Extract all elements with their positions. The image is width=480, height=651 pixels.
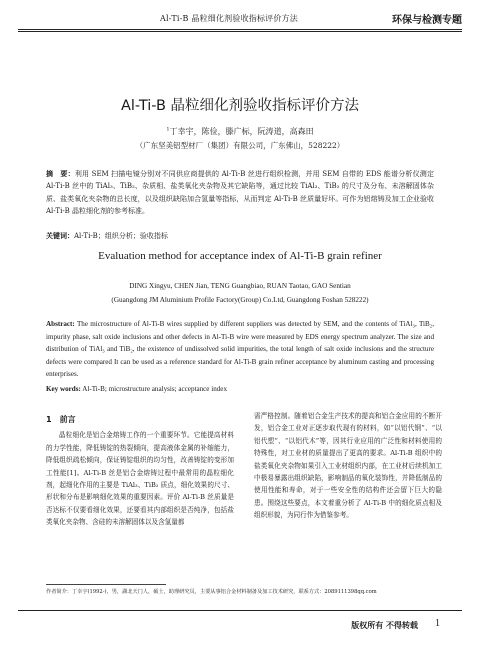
chinese-title: Al-Ti-B 晶粒细化剂验收指标评价方法 — [120, 98, 360, 114]
author-footnote: 作者简介：丁幸宇(1992-)，男，湖北天门人，硕士，助理研究员，主要从事铝合金材料制备及加工技术研究，联系方式：2089111398qq.com — [46, 589, 377, 595]
english-authors: DING Xingyu, CHEN Jian, TENG Guangbiao, RUAN Taotao, GAO Sentian — [129, 282, 351, 290]
english-affiliation: (Guangdong JM Aluminium Profile Factory(Group) Co.Ltd, Guangdong Foshan 528222) — [111, 296, 369, 304]
chinese-author-list: 丁幸宇，陈俭，滕广标，阮涛道，高森田 — [169, 127, 314, 136]
chinese-keywords-text: Al-Ti-B；组织分析；验收指标 — [74, 232, 168, 240]
page-number: 1 — [435, 618, 440, 629]
english-abstract-text: The microstructure of Al-Ti-B wires supplied by different suppliers was detected by SEM, and the contents of TiAl₃, TiB₂, impurity phase, salt oxide inclusions and other defects in Al-Ti-B wire were measured by EDS energy spectrum analyzer. The size and distribution of TiAl₃ and TiB₂, the existence of undissolved solid impurities, the total length of salt oxide inclusions and the structure defects were compared It can be used as a reference standard for Al-Ti-B grain refiner acceptance by aluminum casting and processing enterprises. — [46, 320, 434, 379]
chinese-affiliation: （广东坚美铝型材厂（集团）有限公司，广东佛山，528222） — [135, 141, 345, 150]
chinese-abstract-label: 摘 要： — [46, 170, 75, 178]
header-rule-thin — [18, 31, 462, 32]
chinese-abstract-text: 利用 SEM 扫描电镜分别对不同供应商提供的 Al-Ti-B 丝进行组织检测，并用 SEM 自带的 EDS 能谱分析仪测定 Al-Ti-B 丝中的 TiAl₃、TiB₂、杂质相、盐类氧化夹杂物及其它缺陷等，通过比较 TiAl₃、TiB₂ 的尺寸及分布、未溶解固体杂质、盐类氧化夹杂物的总长度，以及组织缺陷加合氢量等指标，从而判定 Al-Ti-B 丝质量好坏。可作为铝熔铸及加工企业验收 Al-Ti-B 晶粒细化剂的参考标准。 — [46, 170, 434, 216]
section-heading: 1 前言 — [46, 415, 76, 424]
chinese-keywords — [46, 231, 434, 241]
header-rule — [18, 29, 462, 30]
english-title: Evaluation method for acceptance index of Al-Ti-B grain refiner — [98, 250, 382, 262]
english-abstract-label: Abstract: — [46, 320, 75, 328]
chinese-authors — [0, 126, 480, 137]
footer-rule — [18, 610, 462, 611]
page-header — [18, 0, 462, 33]
affiliation-mark: 1 — [166, 126, 170, 133]
running-title: Al-Ti-B 晶粒细化剂验收指标评价方法 — [160, 14, 298, 23]
english-keywords — [46, 385, 434, 393]
right-column-text: 需严格控制。随着铝合金生产技术的提高和铝合金应用的不断开发，铝合金工业对正逐步取代现有的材料，如“以铝代钢”、“以铝代塑”、“以铝代木”等，因其行业应用的广泛性和材料使用的特殊性，对工业材的质量提出了更高的要求。Al-Ti-B 组织中的盐类氧化夹杂物如果引入工业材组织内部，在工业材后续机加工中极易暴露出组织缺陷，影响制品的氧化装饰性，并降低制品的使用性能和寿命，对于一些安全性的结构件还会留下巨大的隐患。围绕这些要点，本文着重分析了 Al-Ti-B 中的细化质点相及组织形貌，为同行作为借鉴参考。 — [254, 412, 442, 520]
english-abstract — [46, 318, 434, 381]
right-column — [254, 410, 442, 522]
chinese-keywords-label: 关键词： — [46, 232, 74, 240]
left-column-text: 晶粒细化是铝合金熔铸工作的一个重要环节。它能提高材料的力学性能，降低铸锭的热裂倾向，提高液体金属的补缩能力，降低组织疏松倾向，保证铸锭组织的均匀性，改善铸锭的变形加工性能[1]。Al-Ti-B 丝是铝合金熔铸过程中最常用的晶粒细化剂，起细化作用的主要是 TiAl₃、TiB₂ 质点，细化效果的尺寸、形状和分布是影响细化效果的重要因素。评价 Al-Ti-B 丝质量是否达标不仅要看细化效果，还要看其内部组织是否纯净，包括盐类氧化夹杂物、含硅的未溶解固体以及含氢量都 — [46, 431, 234, 527]
chinese-abstract — [46, 168, 434, 218]
english-keywords-text: Al-Ti-B; microstructure analysis; acceptance index — [82, 385, 227, 393]
section-label: 环保与检测专题 — [392, 15, 462, 26]
copyright-notice: 版权所有 不得转载 — [351, 620, 418, 630]
english-keywords-label: Key words: — [46, 385, 81, 393]
footnote-rule — [46, 584, 166, 585]
left-column — [46, 410, 234, 529]
